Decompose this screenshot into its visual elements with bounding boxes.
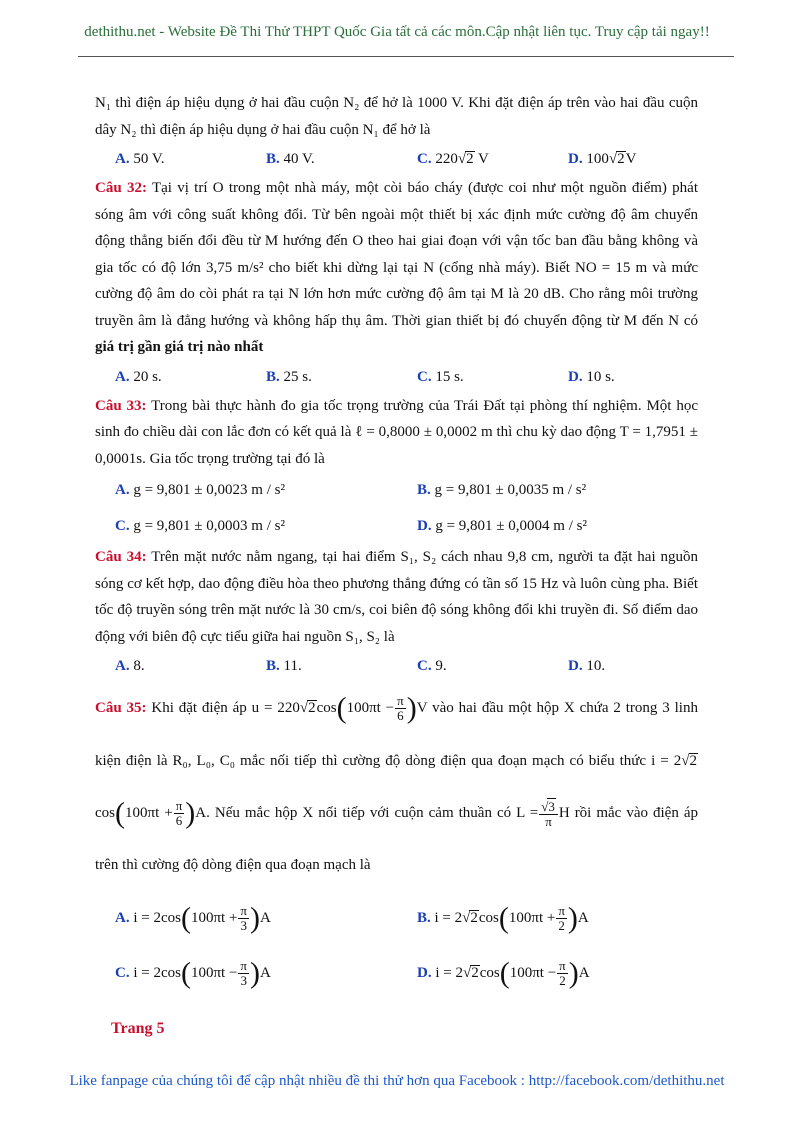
- facebook-footer-link[interactable]: Like fanpage của chúng tôi để cập nhật nhiều đề thi thử hơn qua Facebook : http://facebook.com/dethithu.net: [69, 1073, 725, 1089]
- q32-option-a: A. 20 s.: [115, 368, 162, 385]
- q33-option-d: D. g = 9,801 ± 0,0004 m / s²: [417, 518, 587, 534]
- q34-label: Câu 34:: [95, 549, 147, 565]
- q33-option-a: A. g = 9,801 ± 0,0023 m / s²: [115, 482, 285, 498]
- q34-options: [115, 653, 698, 679]
- q35-options: [115, 891, 698, 1000]
- q35-inductance-formula: L = $\frac{√3}{\pi}$ H: [516, 798, 570, 829]
- q31-option-b: B. 40 V.: [266, 151, 315, 167]
- q32-text: Câu 32: Tại vị trí O trong một nhà máy, một còi báo cháy (được coi như một nguồn điểm) phát sóng âm với công suất không đổi. Từ bên ngoài một thiết bị xác định mức cường độ âm chuyển động thẳng biến đổi đều từ M hướng đến O theo hai giai đoạn với vận tốc ban đầu bằng không và gia tốc có độ lớn 3,75 m/s² cho biết khi dừng lại tại N (cổng nhà máy). Biết NO = 15 m và mức cường độ âm do còi phát ra tại N lớn hơn mức cường độ âm tại M là 20 dB. Cho rằng môi trường truyền âm là đẳng hướng và không hấp thụ âm. Thời gian thiết bị đó chuyển động từ M đến N có giá trị gần giá trị nào nhất: [95, 180, 698, 355]
- q35-option-b: B. i = 2√2cos(100πt + $\frac{\pi}{2}$ )A: [417, 901, 589, 935]
- q32-label: Câu 32:: [95, 180, 147, 196]
- page-number: Trang 5: [111, 1020, 165, 1037]
- q31-text: N₁ thì điện áp hiệu dụng ở hai đầu cuộn N₂ để hở là 1000 V. Khi đặt điện áp trên vào hai đầu cuộn dây N₂ thì điện áp hiệu dụng ở hai đầu cuộn N₁ để hở là: [95, 95, 698, 138]
- q32-option-c: C. 15 s.: [417, 368, 464, 385]
- q35-voltage-formula: u = 220√2cos(100πt − $\frac{\pi}{6}$ )V: [251, 691, 428, 725]
- q34-option-a: A. 8.: [115, 658, 145, 674]
- q35-option-a: A. i = 2cos(100πt + $\frac{\pi}{3}$ )A: [115, 901, 271, 935]
- q34-option-d: D. 10.: [568, 658, 606, 674]
- q32-option-d: D. 10 s.: [568, 368, 615, 385]
- q33-text: Câu 33: Trong bài thực hành đo gia tốc trọng trường của Trái Đất tại phòng thí nghiệm. Một học sinh đo chiều dài con lắc đơn có kết quả là ℓ = 0,8000 ± 0,0002 m thì chu kỳ dao động T = 1,7951 ± 0,0001s. Gia tốc trọng trường tại đó là: [95, 397, 698, 467]
- q35-option-c: C. i = 2cos(100πt − $\frac{\pi}{3}$ )A: [115, 956, 271, 990]
- q34-option-b: B. 11.: [266, 658, 302, 674]
- q35-option-d: D. i = 2√2cos(100πt − $\frac{\pi}{2}$ )A: [417, 956, 590, 990]
- q31-option-a: A. 50 V.: [115, 151, 165, 167]
- site-header[interactable]: dethithu.net - Website Đề Thi Thử THPT Quốc Gia tất cả các môn.Cập nhật liên tục. Truy cập tải ngay!!: [84, 24, 710, 40]
- q31-option-d: D. 100√2V: [568, 151, 637, 167]
- q32-emphasis: giá trị gần giá trị nào nhất: [95, 339, 264, 355]
- q33-label: Câu 33:: [95, 397, 147, 414]
- header-divider: [78, 56, 734, 57]
- q35-current-formula: i = 2√2cos(100πt + $\frac{\pi}{6}$ )A: [95, 752, 697, 830]
- q34-text: Câu 34: Trên mặt nước nằm ngang, tại hai điểm S₁, S₂ cách nhau 9,8 cm, người ta đặt hai nguồn sóng cơ kết hợp, dao động điều hòa theo phương thẳng đứng có tần số 15 Hz và luôn cùng pha. Biết tốc độ truyền sóng trên mặt nước là 30 cm/s, coi biên độ sóng không đổi khi truyền đi. Số điểm dao động với biên độ cực tiểu giữa hai nguồn S₁, S₂ là: [95, 549, 699, 645]
- q33-period-formula: T = 1,7951 ± 0,0001s: [95, 424, 698, 467]
- page-content: [95, 90, 698, 1000]
- q31-option-c: C. 220√2 V: [417, 151, 489, 167]
- q33-option-c: C. g = 9,801 ± 0,0003 m / s²: [115, 518, 285, 534]
- q33-length-formula: ℓ = 0,8000 ± 0,0002 m: [355, 424, 493, 440]
- q32-options: [115, 364, 698, 390]
- q35-text: Câu 35: Khi đặt điện áp u = 220√2cos(100πt − $\frac{\pi}{6}$ )V vào hai đầu một hộp X chứa 2 trong 3 linh kiện điện là R₀, L₀, C₀ mắc nối tiếp thì cường độ dòng điện qua đoạn mạch có biểu thức i = 2√2cos(100πt + $\frac{\pi}{6}$ )A. Nếu mắc hộp X nối tiếp với cuộn cảm thuần có L = $\frac{√3}{\pi}$ H rồi mắc vào điện áp trên thì cường độ dòng điện qua đoạn mạch là: [95, 691, 698, 874]
- q33-option-b: B. g = 9,801 ± 0,0035 m / s²: [417, 482, 587, 498]
- q33-options: [115, 472, 698, 544]
- q34-option-c: C. 9.: [417, 658, 447, 674]
- q31-options: [115, 146, 698, 172]
- q32-option-b: B. 25 s.: [266, 368, 312, 385]
- q35-label: Câu 35:: [95, 700, 147, 716]
